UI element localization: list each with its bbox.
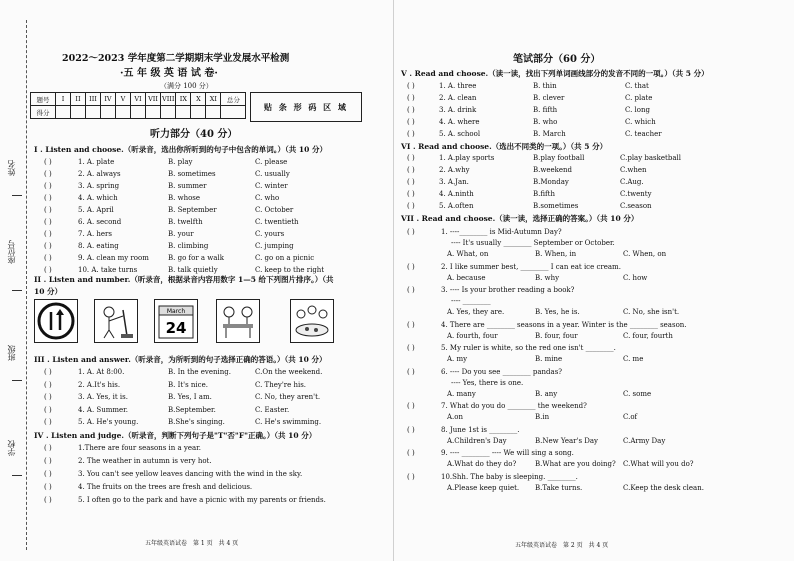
answer-paren[interactable]: ( )	[44, 266, 52, 274]
option-a: 8. A. eating	[78, 242, 119, 250]
seat-blank[interactable]	[12, 290, 22, 291]
option-b: B.fifth	[533, 190, 555, 198]
option-b: B.She's singing.	[168, 418, 225, 426]
question-text-cont: ---- Yes, there is one.	[451, 378, 524, 387]
option-b: B. fifth	[533, 106, 558, 114]
answer-paren[interactable]: ( )	[44, 380, 52, 389]
student-info-sidebar	[0, 0, 38, 561]
question-text: 4. There are ________ seasons in a year. Winter is the ________ season.	[441, 320, 687, 329]
answer-paren[interactable]: ( )	[407, 425, 415, 434]
question-text: 1. ----________ is Mid-Autumn Day?	[441, 228, 562, 236]
binding-line	[26, 20, 27, 550]
answer-paren[interactable]: ( )	[44, 242, 52, 250]
score-table-header: III	[86, 93, 101, 106]
left-page	[0, 0, 392, 561]
option-c: C. jumping	[255, 242, 294, 250]
answer-paren[interactable]: ( )	[407, 449, 415, 457]
score-cell[interactable]	[191, 106, 206, 119]
option-b: B. September	[168, 206, 217, 214]
option-c: C. which	[625, 118, 656, 126]
score-cell[interactable]	[146, 106, 161, 119]
question-text: 6. ---- Do you see ________ pandas?	[441, 367, 563, 376]
option-a: A.Please keep quiet.	[447, 483, 520, 492]
option-c: C. He's swimming.	[255, 418, 322, 426]
answer-paren[interactable]: ( )	[407, 82, 415, 90]
score-cell[interactable]	[221, 106, 246, 119]
school-blank[interactable]	[12, 475, 22, 476]
reading-picture	[216, 299, 260, 343]
option-b: B. whose	[168, 194, 201, 202]
option-c: C. some	[623, 389, 652, 398]
full-score: （满分 100 分）	[160, 82, 213, 90]
option-a: 1. A. At 8:00.	[78, 368, 125, 376]
option-c: C.On the weekend.	[255, 368, 323, 376]
answer-paren[interactable]: ( )	[44, 194, 52, 202]
answer-paren[interactable]: ( )	[44, 457, 52, 465]
question-text: 5. My ruler is white, so the red one isn't ________.	[441, 344, 616, 352]
option-b: B. go for a walk	[168, 254, 224, 262]
option-a: 2. A.why	[439, 166, 470, 174]
answer-paren[interactable]: ( )	[407, 262, 415, 271]
option-a: 10. A. take turns	[78, 266, 138, 274]
answer-paren[interactable]: ( )	[44, 206, 52, 214]
option-c: C.What will you do?	[623, 460, 694, 468]
option-c: C. that	[625, 82, 649, 90]
name-label: 姓名	[7, 160, 16, 176]
school-label: 学校	[7, 440, 16, 456]
option-a: 2. A. always	[78, 170, 121, 178]
score-table-header: IV	[101, 93, 116, 106]
answer-paren[interactable]: ( )	[407, 130, 415, 138]
option-a: A. my	[447, 355, 468, 363]
calendar-picture	[154, 299, 198, 343]
option-a: A. many	[447, 389, 476, 398]
answer-paren[interactable]: ( )	[407, 228, 415, 236]
answer-paren[interactable]: ( )	[44, 405, 52, 414]
no-turn-sign-picture	[34, 299, 78, 343]
judge-statement: 4. The fruits on the trees are fresh and delicious.	[78, 483, 253, 491]
option-a: 1. A. plate	[78, 158, 115, 166]
answer-paren[interactable]: ( )	[44, 393, 52, 401]
name-blank[interactable]	[12, 195, 22, 196]
question-text: 3. ---- Is your brother reading a book?	[441, 286, 575, 294]
score-cell[interactable]	[176, 106, 191, 119]
answer-paren[interactable]: ( )	[407, 367, 415, 376]
score-cell[interactable]	[101, 106, 116, 119]
option-b: B. clever	[533, 94, 565, 102]
answer-paren[interactable]: ( )	[407, 202, 415, 210]
option-b: B. play	[168, 158, 193, 166]
option-c: C. usually	[255, 170, 290, 178]
answer-paren[interactable]: ( )	[44, 158, 52, 166]
option-c: C. who	[255, 194, 280, 202]
right-footer: 五年级英语试卷 第 2 页 共 4 页	[515, 542, 609, 549]
option-c: C.twenty	[620, 190, 652, 198]
option-b: B. mine	[535, 355, 563, 363]
score-cell[interactable]	[161, 106, 176, 119]
option-b: B.Monday	[533, 178, 569, 186]
question-text-cont: ---- ________	[451, 297, 491, 305]
score-table-header: II	[71, 93, 86, 106]
option-b: B.sometimes	[533, 202, 579, 210]
option-a: A. Yes, they are.	[447, 308, 505, 316]
answer-paren[interactable]: ( )	[407, 178, 415, 186]
option-a: 5. A. He's young.	[78, 418, 139, 426]
option-b: B. your	[168, 230, 194, 238]
option-b: B. climbing	[168, 242, 209, 250]
score-cell[interactable]	[86, 106, 101, 119]
question-text: 8. June 1st is ________.	[441, 425, 520, 434]
score-table-header: VIII	[161, 93, 176, 106]
listening-section-title: 听力部分（40 分）	[150, 129, 238, 140]
answer-paren[interactable]: ( )	[44, 218, 52, 226]
answer-paren[interactable]: ( )	[407, 166, 415, 174]
option-c: C.Keep the desk clean.	[623, 483, 704, 492]
option-b: B. It's nice.	[168, 380, 208, 389]
answer-paren[interactable]: ( )	[407, 472, 415, 481]
seat-number-label: 座位号	[7, 240, 16, 264]
answer-paren[interactable]: ( )	[407, 118, 415, 126]
score-table-header: I	[56, 93, 71, 106]
answer-paren[interactable]: ( )	[44, 470, 52, 478]
score-table-header: 题号	[31, 93, 56, 106]
option-c: C. twentieth	[255, 218, 299, 226]
exam-title: 2022～2023 学年度第二学期期末学业发展水平检测	[62, 53, 290, 64]
option-c: C. me	[623, 355, 644, 363]
q4-title: IV . Listen and judge.（听录音，判断下列句子是"T"否"F"正确。）（共 10 分）	[34, 431, 317, 440]
option-c: C. Easter.	[255, 405, 290, 414]
judge-statement: 3. You can't see yellow leaves dancing with the wind in the sky.	[78, 470, 303, 478]
option-b: B.What are you doing?	[535, 460, 616, 468]
option-b: B. When, in	[535, 250, 577, 258]
option-a: A. because	[447, 273, 486, 282]
option-b: B.weekend	[533, 166, 573, 174]
option-a: A. What, on	[447, 250, 489, 258]
cleaning-picture	[94, 299, 138, 343]
judge-statement: 2. The weather in autumn is very hot.	[78, 457, 212, 465]
q2-title-cont: 10 分）	[34, 287, 63, 296]
option-a: A.Children's Day	[447, 436, 507, 445]
option-a: 5. A. school	[439, 130, 481, 138]
option-b: B.in	[535, 413, 550, 421]
score-cell[interactable]	[71, 106, 86, 119]
option-c: C. October	[255, 206, 294, 214]
answer-paren[interactable]: ( )	[44, 444, 52, 452]
option-b: B. four, four	[535, 331, 578, 340]
page-divider	[393, 0, 394, 561]
score-cell[interactable]	[56, 106, 71, 119]
exam-subtitle: ·五 年 级 英 语 试 卷·	[120, 68, 218, 79]
answer-paren[interactable]: ( )	[407, 320, 415, 329]
q1-title: I . Listen and choose.（听录音，选出你所听到的句子中包含的单词。）（共 10 分）	[34, 145, 327, 154]
class-blank[interactable]	[12, 380, 22, 381]
option-a: 3. A. Yes, it is.	[78, 393, 128, 401]
option-b: B.New Year's Day	[535, 436, 599, 445]
answer-paren[interactable]: ( )	[44, 418, 52, 426]
option-c: C. When, on	[623, 250, 667, 258]
answer-paren[interactable]: ( )	[44, 170, 52, 178]
barcode-area: 贴 条 形 码 区 域	[250, 92, 362, 122]
score-table-header: XI	[206, 93, 221, 106]
option-c: C.when	[620, 166, 647, 174]
answer-paren[interactable]: ( )	[407, 402, 415, 410]
question-text: 10.Shh. The baby is sleeping. ________.	[441, 472, 578, 481]
option-a: 4. A. Summer.	[78, 405, 128, 414]
score-table	[30, 92, 246, 119]
option-c: C. how	[623, 273, 648, 282]
option-b: B. any	[535, 389, 558, 398]
judge-statement: 1.There are four seasons in a year.	[78, 444, 201, 452]
option-a: 2. A. clean	[439, 94, 477, 102]
option-b: B. sometimes	[168, 170, 216, 178]
answer-paren[interactable]: ( )	[407, 286, 415, 294]
option-c: C.play basketball	[620, 154, 681, 162]
option-c: C. teacher	[625, 130, 662, 138]
answer-paren[interactable]: ( )	[407, 190, 415, 198]
option-a: 7. A. hers	[78, 230, 112, 238]
answer-paren[interactable]: ( )	[407, 94, 415, 102]
answer-paren[interactable]: ( )	[44, 483, 52, 491]
q2-title: II . Listen and number.（听录音，根据录音内容用数字 1—5 给下列图片排序。）（共	[34, 275, 334, 284]
option-c: C.season	[620, 202, 652, 210]
calendar-month: March	[166, 308, 186, 315]
option-c: C. yours	[255, 230, 285, 238]
question-text: 2. I like summer best, ________ I can eat ice cream.	[441, 262, 621, 271]
option-c: C. please	[255, 158, 288, 166]
option-a: A. fourth, four	[447, 331, 498, 340]
option-c: C. No, they aren't.	[255, 393, 321, 401]
answer-paren[interactable]: ( )	[407, 344, 415, 352]
calendar-day: 24	[165, 319, 187, 337]
answer-paren[interactable]: ( )	[407, 154, 415, 162]
option-b: B. why	[535, 273, 560, 282]
option-c: C. winter	[255, 182, 288, 190]
option-c: C.Aug.	[620, 178, 644, 186]
option-a: A.What do they do?	[447, 460, 517, 468]
option-b: B.play football	[533, 154, 585, 162]
option-b: B.Take turns.	[535, 483, 583, 492]
option-c: C.of	[623, 413, 638, 421]
option-a: 1. A. three	[439, 82, 477, 90]
option-b: B. thin	[533, 82, 557, 90]
option-a: A.on	[447, 413, 464, 421]
left-footer: 五年级英语试卷 第 1 页 共 4 页	[145, 540, 239, 547]
option-a: 5. A.often	[439, 202, 474, 210]
option-b: B. twelfth	[168, 218, 203, 226]
score-table-header: VI	[131, 93, 146, 106]
option-b: B. talk quietly	[168, 266, 218, 274]
q6-title: VI . Read and choose.（选出不同类的一项。）（共 5 分）	[401, 142, 608, 151]
option-c: C. They're his.	[255, 380, 307, 389]
option-a: 6. A. second	[78, 218, 122, 226]
option-a: 2. A.It's his.	[78, 380, 121, 389]
answer-paren[interactable]: ( )	[407, 106, 415, 114]
option-a: 5. A. April	[78, 206, 114, 214]
score-table-header: X	[191, 93, 206, 106]
writing-section-title: 笔试部分（60 分）	[513, 54, 601, 65]
option-c: C.Army Day	[623, 436, 666, 445]
option-a: 9. A. clean my room	[78, 254, 149, 262]
option-b: B. March	[533, 130, 566, 138]
answer-paren[interactable]: ( )	[44, 254, 52, 262]
score-table-header: 总分	[221, 93, 246, 106]
score-row-label: 得分	[31, 106, 56, 119]
answer-paren[interactable]: ( )	[44, 368, 52, 376]
picnic-picture	[290, 299, 334, 343]
question-text-cont: ---- It's usually ________ September or October.	[451, 239, 615, 247]
score-table-header: VII	[146, 93, 161, 106]
right-page	[395, 0, 794, 561]
q7-title: VII . Read and choose.（读一读，选择正确的答案。）（共 10 分）	[401, 214, 639, 223]
score-cell[interactable]	[206, 106, 221, 119]
option-a: 3. A. drink	[439, 106, 477, 114]
judge-statement: 5. I often go to the park and have a picnic with my parents or friends.	[78, 496, 326, 504]
option-a: 1. A.play sports	[439, 154, 495, 162]
question-text: 9. ---- ________ ---- We will sing a song.	[441, 449, 574, 457]
option-b: B. In the evening.	[168, 368, 231, 376]
answer-paren[interactable]: ( )	[44, 496, 52, 504]
option-c: C. four, fourth	[623, 331, 673, 340]
question-text: 7. What do you do ________ the weekend?	[441, 402, 587, 410]
option-c: C. long	[625, 106, 650, 114]
option-c: C. plate	[625, 94, 653, 102]
option-a: 3. A. spring	[78, 182, 120, 190]
answer-paren[interactable]: ( )	[44, 230, 52, 238]
score-cell[interactable]	[131, 106, 146, 119]
option-c: C. go on a picnic	[255, 254, 315, 262]
option-b: B. Yes, I am.	[168, 393, 212, 401]
option-a: 4. A. where	[439, 118, 480, 126]
option-c: C. keep to the right	[255, 266, 325, 274]
class-label: 班级	[7, 345, 16, 361]
q5-title: V . Read and choose.（读一读，找出下列单词画线部分的发音不同的一项。）（共 5 分）	[401, 69, 709, 78]
option-c: C. No, she isn't.	[623, 308, 680, 316]
option-b: B. summer	[168, 182, 207, 190]
option-a: 4. A. which	[78, 194, 118, 202]
option-b: B. Yes, he is.	[535, 308, 580, 316]
option-b: B.September.	[168, 405, 216, 414]
option-b: B. who	[533, 118, 558, 126]
option-a: 4. A.ninth	[439, 190, 474, 198]
answer-paren[interactable]: ( )	[44, 182, 52, 190]
score-cell[interactable]	[116, 106, 131, 119]
q3-title: III . Listen and answer.（听录音，为所听到的句子选择正确的答语。）（共 10 分）	[34, 355, 327, 364]
option-a: 3. A.Jan.	[439, 178, 469, 186]
score-table-header: V	[116, 93, 131, 106]
score-table-header: IX	[176, 93, 191, 106]
